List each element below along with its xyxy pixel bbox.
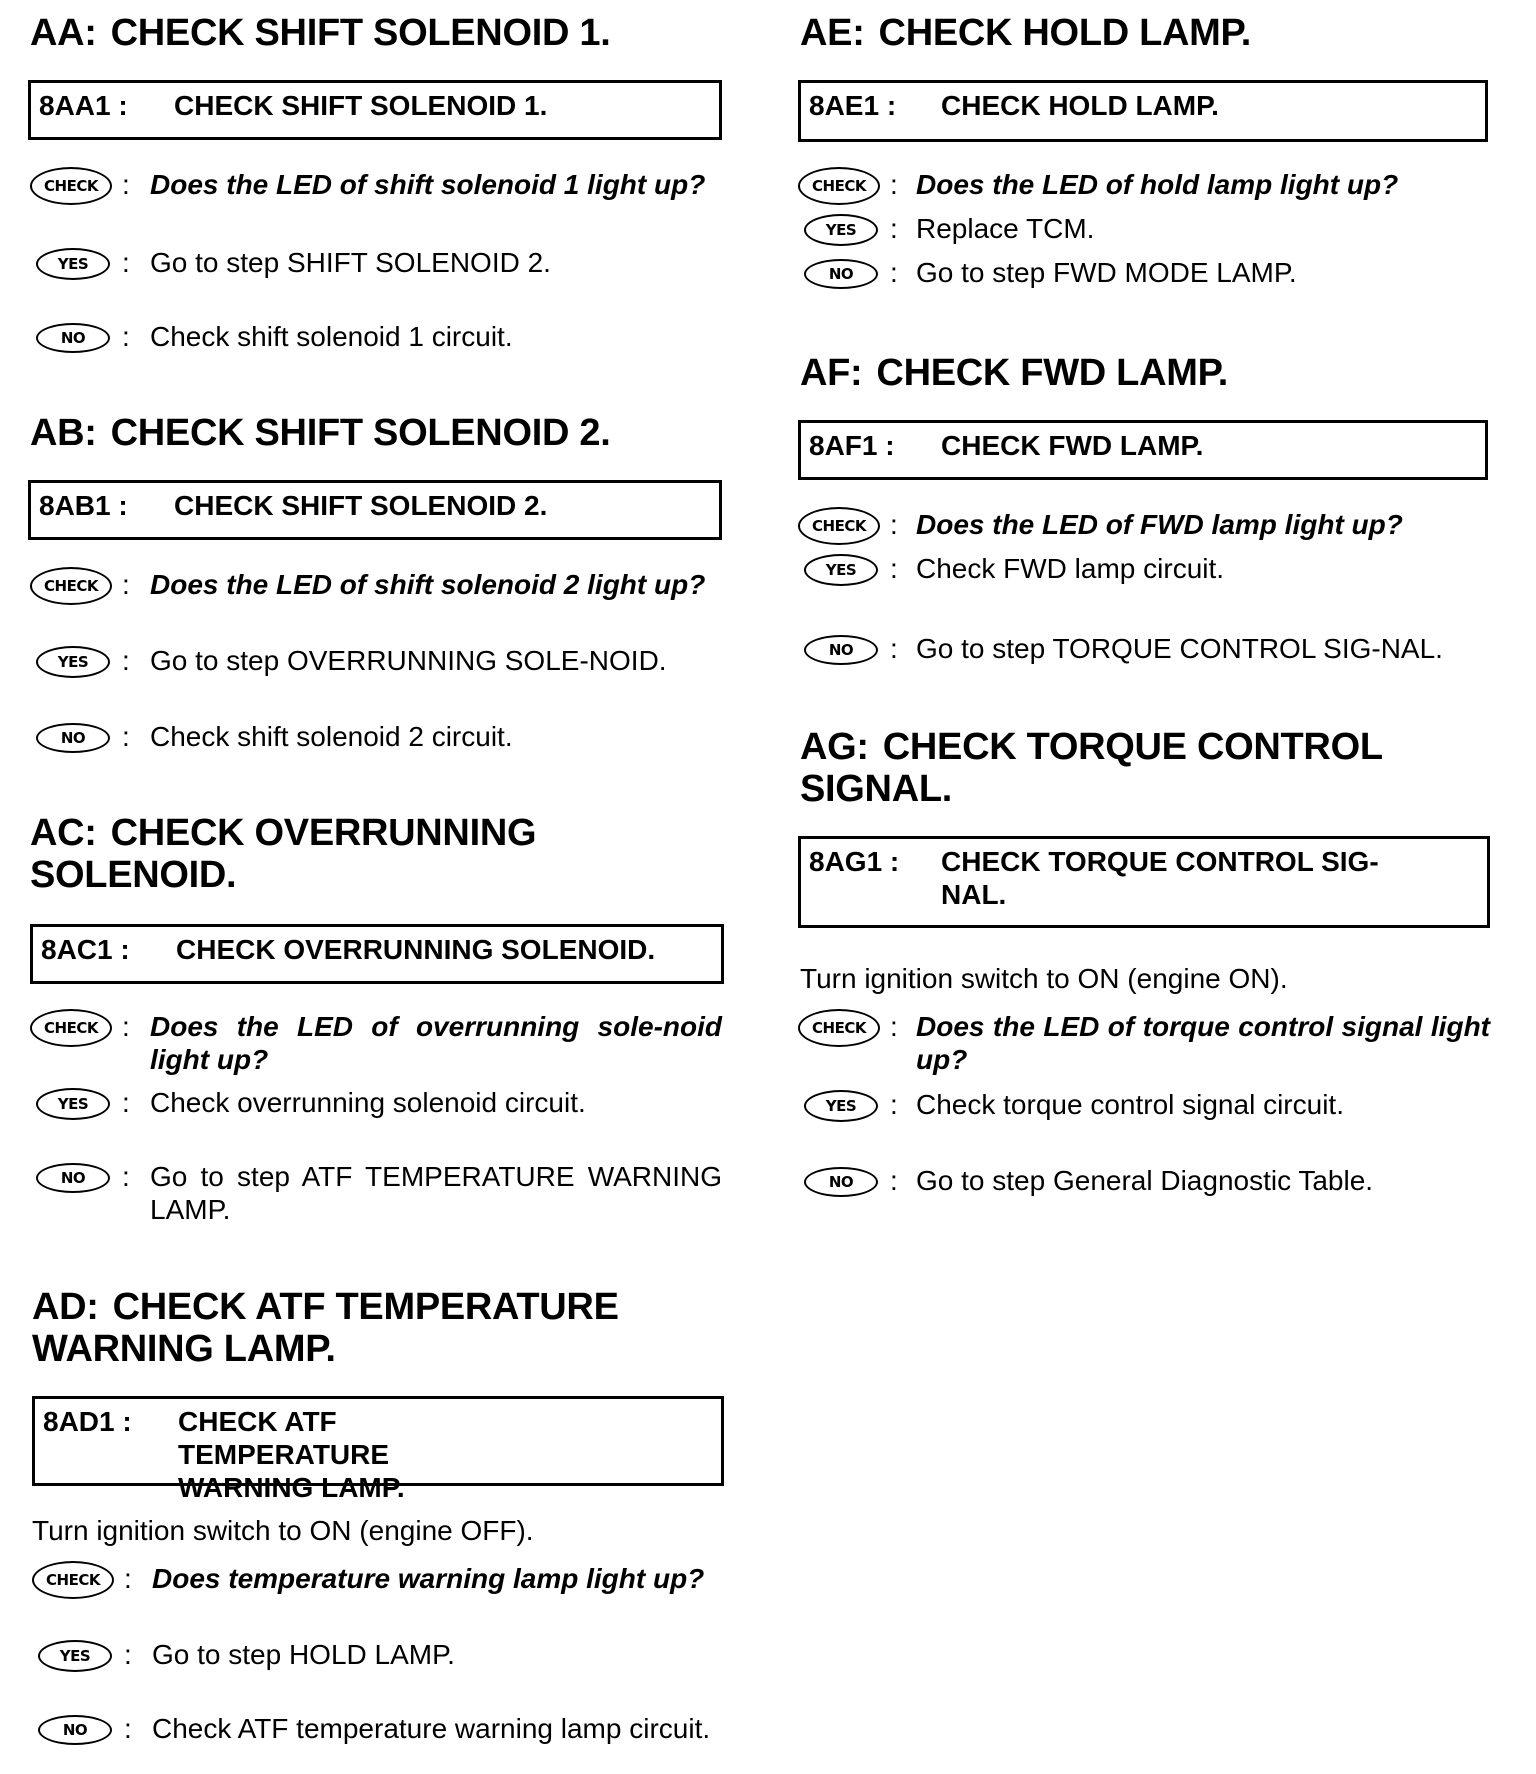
no-badge-icon: NO (804, 635, 878, 665)
separator: : (124, 1639, 132, 1670)
check-row (798, 508, 1490, 544)
separator: : (122, 247, 130, 278)
check-badge-icon: CHECK (30, 167, 112, 205)
separator: : (890, 1011, 898, 1042)
separator: : (122, 321, 130, 352)
yes-badge-icon: YES (36, 646, 110, 678)
instruction-text: Turn ignition switch to ON (engine ON). (800, 963, 1288, 994)
check-badge-icon: CHECK (30, 567, 112, 605)
no-row (798, 632, 1490, 668)
check-row (30, 568, 722, 604)
no-badge-icon: NO (36, 323, 110, 353)
step-title: CHECK SHIFT SOLENOID 1. (174, 90, 548, 121)
separator: : (124, 1713, 132, 1744)
step-box-8ag1 (798, 836, 1490, 928)
check-badge-icon: CHECK (798, 507, 880, 545)
yes-row (30, 644, 722, 680)
yes-row (798, 552, 1490, 588)
section-heading-ag (800, 726, 1440, 810)
check-question: Does the LED of shift solenoid 1 light up? (150, 169, 706, 200)
separator: : (890, 553, 898, 584)
no-action: Go to step TORQUE CONTROL SIG-NAL. (916, 633, 1443, 664)
no-row (798, 1164, 1490, 1200)
separator: : (890, 509, 898, 540)
section-code: AE: (800, 12, 865, 54)
yes-action: Replace TCM. (916, 213, 1095, 244)
no-row (798, 256, 1490, 292)
check-row (30, 1010, 722, 1076)
no-action: Check ATF temperature warning lamp circuit. (152, 1713, 711, 1744)
yes-action: Check torque control signal circuit. (916, 1089, 1344, 1120)
step-id: 8AD1 : (43, 1406, 132, 1437)
yes-action: Check FWD lamp circuit. (916, 553, 1225, 584)
step-box-8ac1 (30, 924, 724, 984)
section-title: CHECK SHIFT SOLENOID 1. (110, 12, 611, 54)
step-id: 8AC1 : (41, 934, 130, 965)
section-heading-af (800, 352, 1480, 394)
no-action: Go to step FWD MODE LAMP. (916, 257, 1297, 288)
step-id: 8AB1 : (39, 490, 128, 521)
section-code: AG: (800, 726, 869, 768)
step-id: 8AE1 : (809, 90, 897, 121)
section-code: AF: (800, 352, 863, 394)
step-title: CHECK ATF TEMPERATURE WARNING LAMP. (178, 1406, 405, 1503)
section-title: CHECK HOLD LAMP. (878, 12, 1251, 54)
no-badge-icon: NO (38, 1715, 112, 1745)
separator: : (890, 213, 898, 244)
yes-action: Check overrunning solenoid circuit. (150, 1087, 586, 1118)
step-box-8af1 (798, 420, 1488, 480)
step-title: CHECK OVERRUNNING SOLENOID. (176, 934, 656, 965)
section-code: AC: (30, 812, 97, 854)
yes-row (30, 1086, 722, 1122)
yes-badge-icon: YES (36, 248, 110, 280)
separator: : (122, 645, 130, 676)
no-badge-icon: NO (36, 1163, 110, 1193)
yes-badge-icon: YES (38, 1640, 112, 1672)
no-row (30, 1160, 722, 1226)
separator: : (890, 169, 898, 200)
section-heading-ad (32, 1286, 672, 1370)
section-title: CHECK FWD LAMP. (876, 352, 1228, 394)
no-action: Go to step ATF TEMPERATURE WARNING LAMP. (150, 1161, 722, 1225)
separator: : (890, 257, 898, 288)
check-row (798, 1010, 1490, 1076)
step-title: CHECK HOLD LAMP. (941, 90, 1219, 121)
step-id: 8AA1 : (39, 90, 128, 121)
section-title: CHECK SHIFT SOLENOID 2. (110, 412, 611, 454)
step-box-8ab1 (28, 480, 722, 540)
step-box-8ad1 (32, 1396, 724, 1503)
section-code: AA: (30, 12, 97, 54)
no-action: Check shift solenoid 2 circuit. (150, 721, 513, 752)
step-title: CHECK SHIFT SOLENOID 2. (174, 490, 548, 521)
no-action: Go to step General Diagnostic Table. (916, 1165, 1374, 1196)
step-title: CHECK FWD LAMP. (941, 430, 1204, 461)
section-title: CHECK ATF TEMPERATURE WARNING LAMP. (32, 1286, 619, 1370)
check-question: Does the LED of overrunning sole-noid light up? (150, 1011, 722, 1075)
section-title: CHECK TORQUE CONTROL SIGNAL. (800, 726, 1383, 810)
step-title: CHECK TORQUE CONTROL SIG-NAL. (941, 846, 1379, 910)
section-code: AB: (30, 412, 97, 454)
yes-row (30, 246, 722, 282)
step-id: 8AF1 : (809, 430, 895, 461)
separator: : (122, 1161, 130, 1192)
section-heading-ac (30, 812, 590, 896)
section-title: CHECK OVERRUNNING SOLENOID. (30, 812, 537, 896)
yes-row (798, 212, 1490, 248)
section-heading-ab (30, 412, 710, 454)
check-question: Does the LED of torque control signal light up? (916, 1011, 1490, 1075)
check-question: Does the LED of FWD lamp light up? (916, 509, 1403, 540)
step-box-8aa1 (28, 80, 722, 140)
check-badge-icon: CHECK (798, 167, 880, 205)
yes-badge-icon: YES (804, 214, 878, 246)
separator: : (122, 1011, 130, 1042)
yes-badge-icon: YES (804, 554, 878, 586)
check-row (30, 168, 722, 204)
no-row (30, 320, 722, 356)
section-heading-aa (30, 12, 710, 54)
yes-action: Go to step OVERRUNNING SOLE-NOID. (150, 645, 667, 676)
check-row (32, 1562, 724, 1598)
check-question: Does temperature warning lamp light up? (152, 1563, 705, 1594)
check-badge-icon: CHECK (798, 1009, 880, 1047)
check-question: Does the LED of shift solenoid 2 light up? (150, 569, 706, 600)
check-question: Does the LED of hold lamp light up? (916, 169, 1399, 200)
yes-badge-icon: YES (804, 1090, 878, 1122)
separator: : (122, 1087, 130, 1118)
check-badge-icon: CHECK (32, 1561, 114, 1599)
yes-action: Go to step SHIFT SOLENOID 2. (150, 247, 551, 278)
no-row (30, 720, 722, 756)
yes-action: Go to step HOLD LAMP. (152, 1639, 455, 1670)
check-row (798, 168, 1490, 204)
separator: : (122, 569, 130, 600)
separator: : (890, 633, 898, 664)
check-badge-icon: CHECK (30, 1009, 112, 1047)
section-heading-ae (800, 12, 1480, 54)
instruction-text: Turn ignition switch to ON (engine OFF). (32, 1515, 534, 1546)
yes-row (32, 1638, 724, 1674)
step-box-8ae1 (798, 80, 1488, 142)
yes-badge-icon: YES (36, 1088, 110, 1120)
no-row (32, 1712, 724, 1748)
separator: : (890, 1089, 898, 1120)
separator: : (890, 1165, 898, 1196)
section-code: AD: (32, 1286, 99, 1328)
no-action: Check shift solenoid 1 circuit. (150, 321, 513, 352)
separator: : (124, 1563, 132, 1594)
no-badge-icon: NO (804, 259, 878, 289)
separator: : (122, 169, 130, 200)
yes-row (798, 1088, 1490, 1124)
no-badge-icon: NO (804, 1167, 878, 1197)
no-badge-icon: NO (36, 723, 110, 753)
step-id: 8AG1 : (809, 846, 900, 877)
separator: : (122, 721, 130, 752)
